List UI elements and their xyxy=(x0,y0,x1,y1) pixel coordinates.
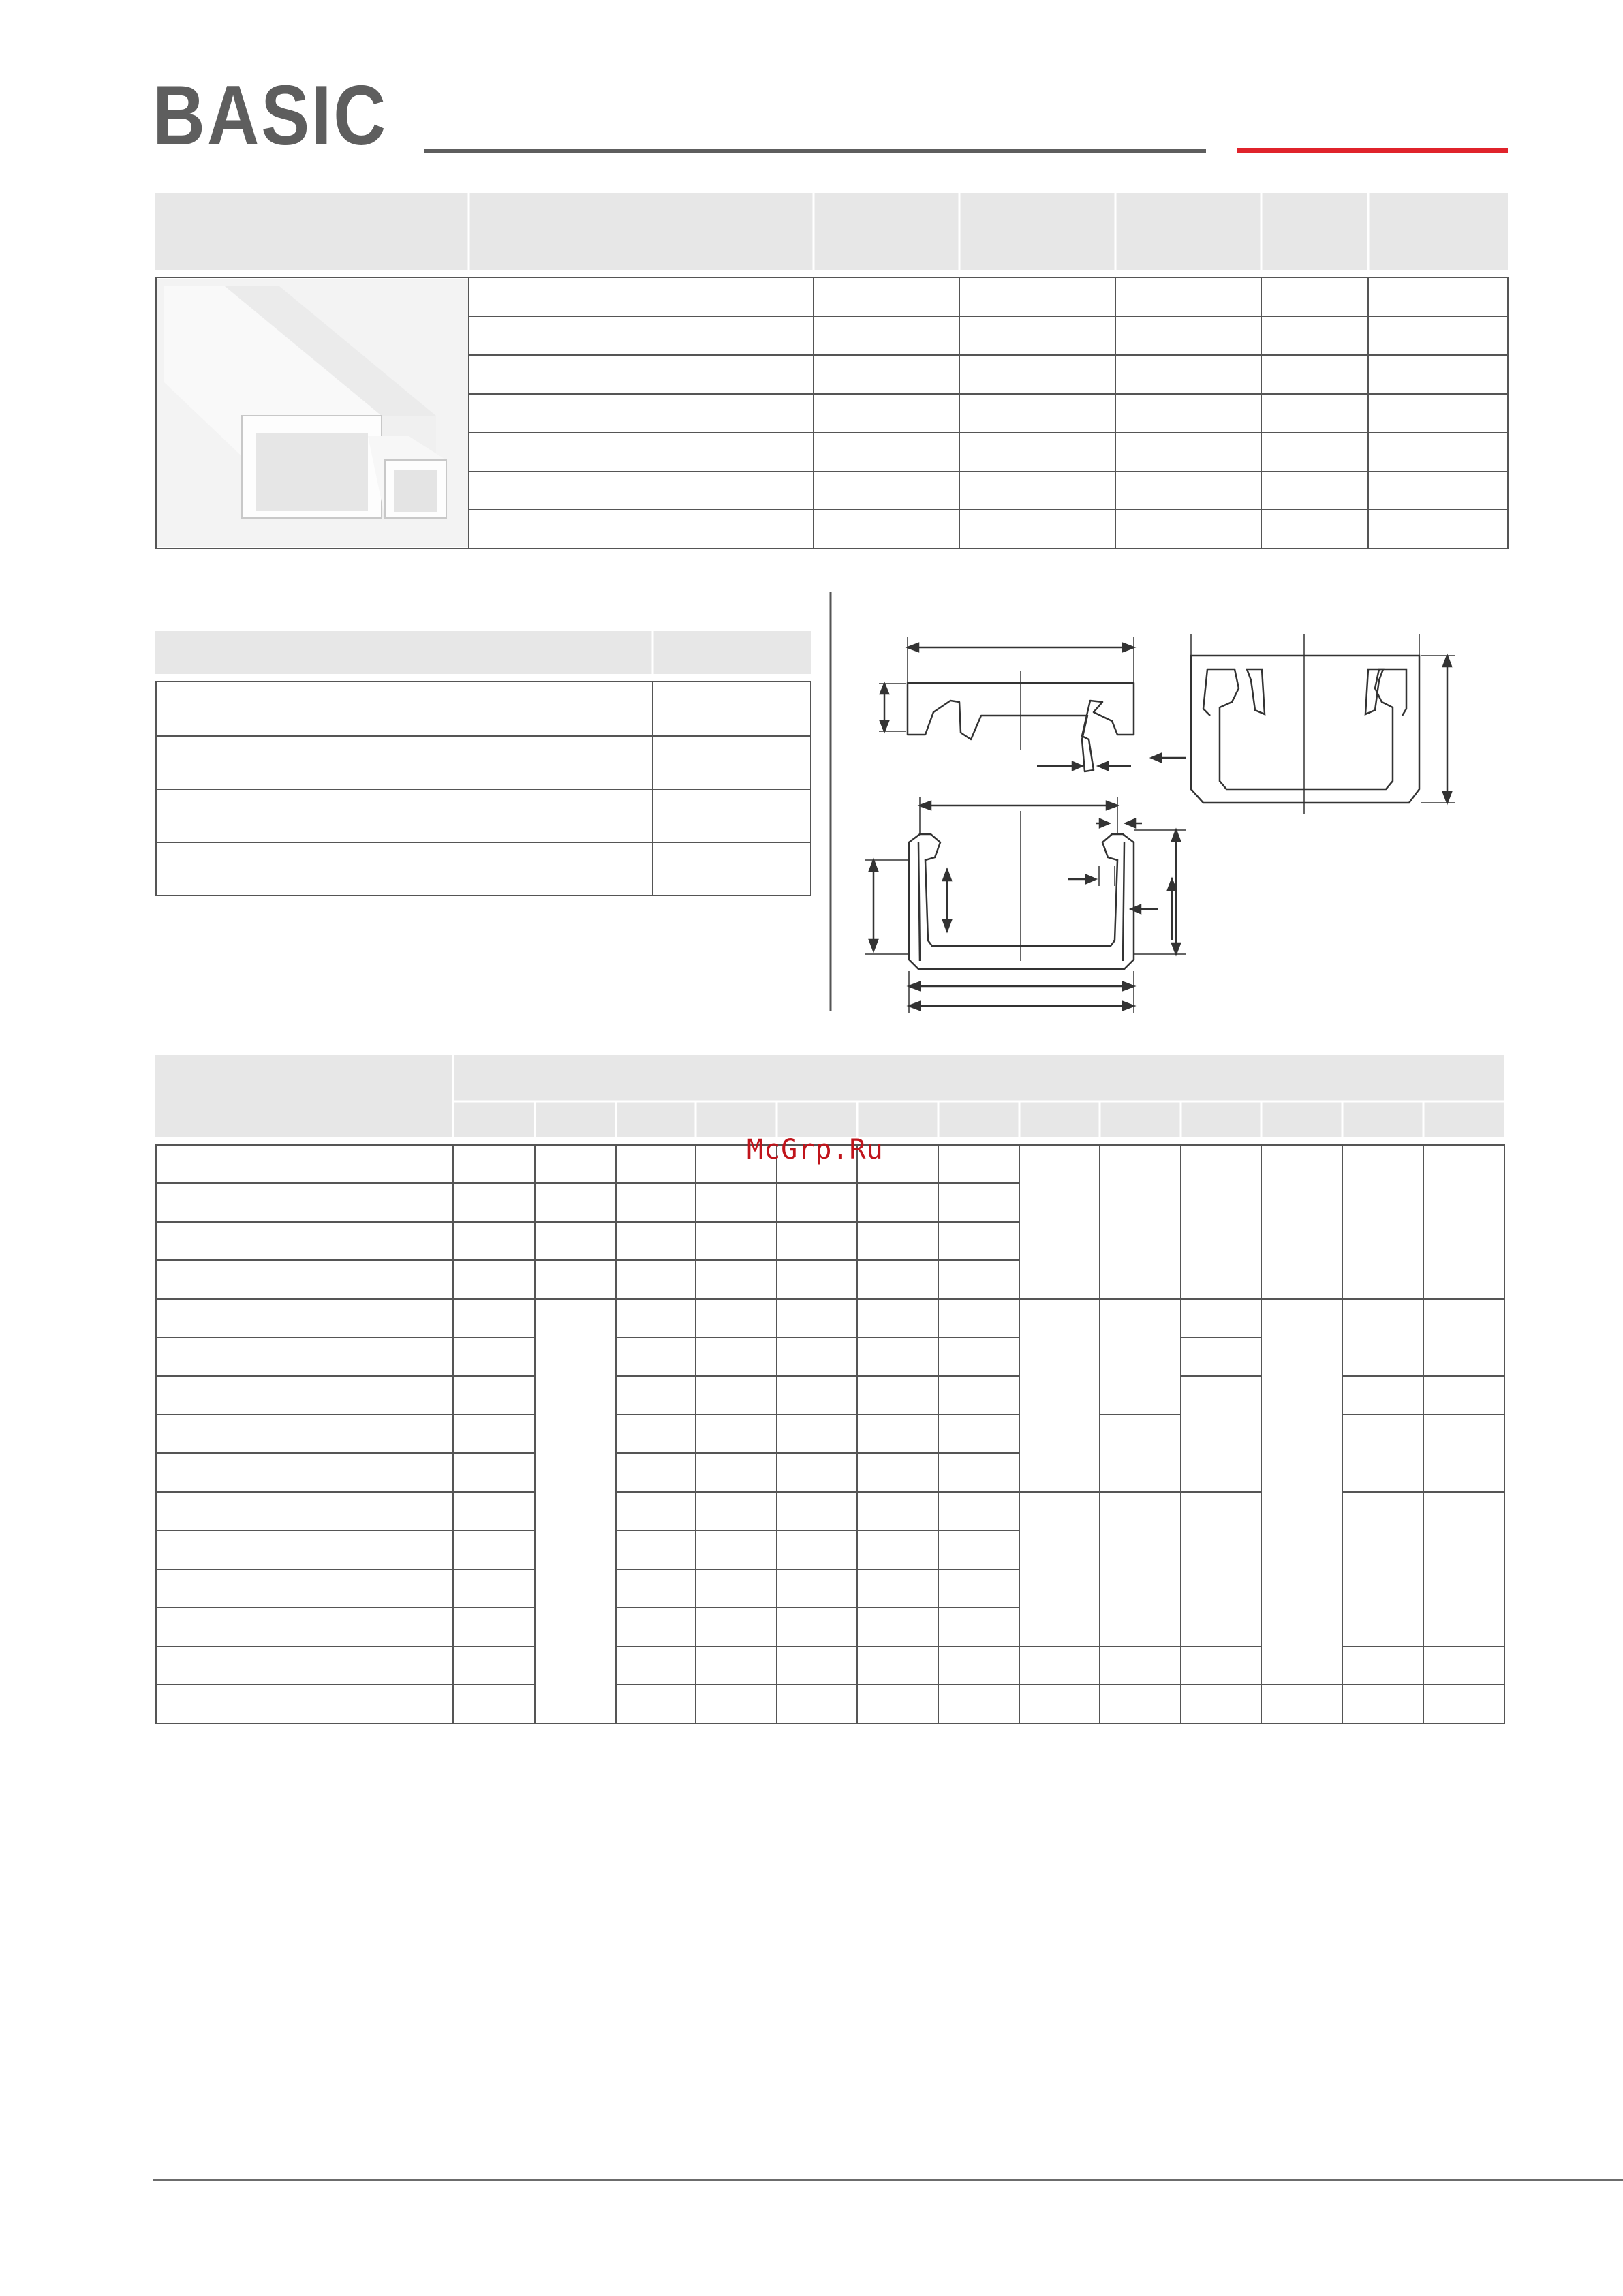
product-photo xyxy=(157,279,469,547)
product-table xyxy=(155,193,1508,549)
cross-section-drawings xyxy=(865,634,1455,1013)
compat-table-header xyxy=(155,1055,1504,1137)
footer-rule xyxy=(153,2179,1623,2181)
base-channel-drawing xyxy=(865,797,1186,1013)
lid-profile-drawing xyxy=(879,637,1186,771)
product-table-header xyxy=(155,193,1508,270)
spec-table xyxy=(155,631,811,896)
spec-table-header xyxy=(155,631,811,674)
assembled-duct-drawing xyxy=(1191,634,1455,814)
watermark-text: McGrp.Ru xyxy=(747,1134,884,1165)
brand-title: BASIC xyxy=(153,69,388,163)
